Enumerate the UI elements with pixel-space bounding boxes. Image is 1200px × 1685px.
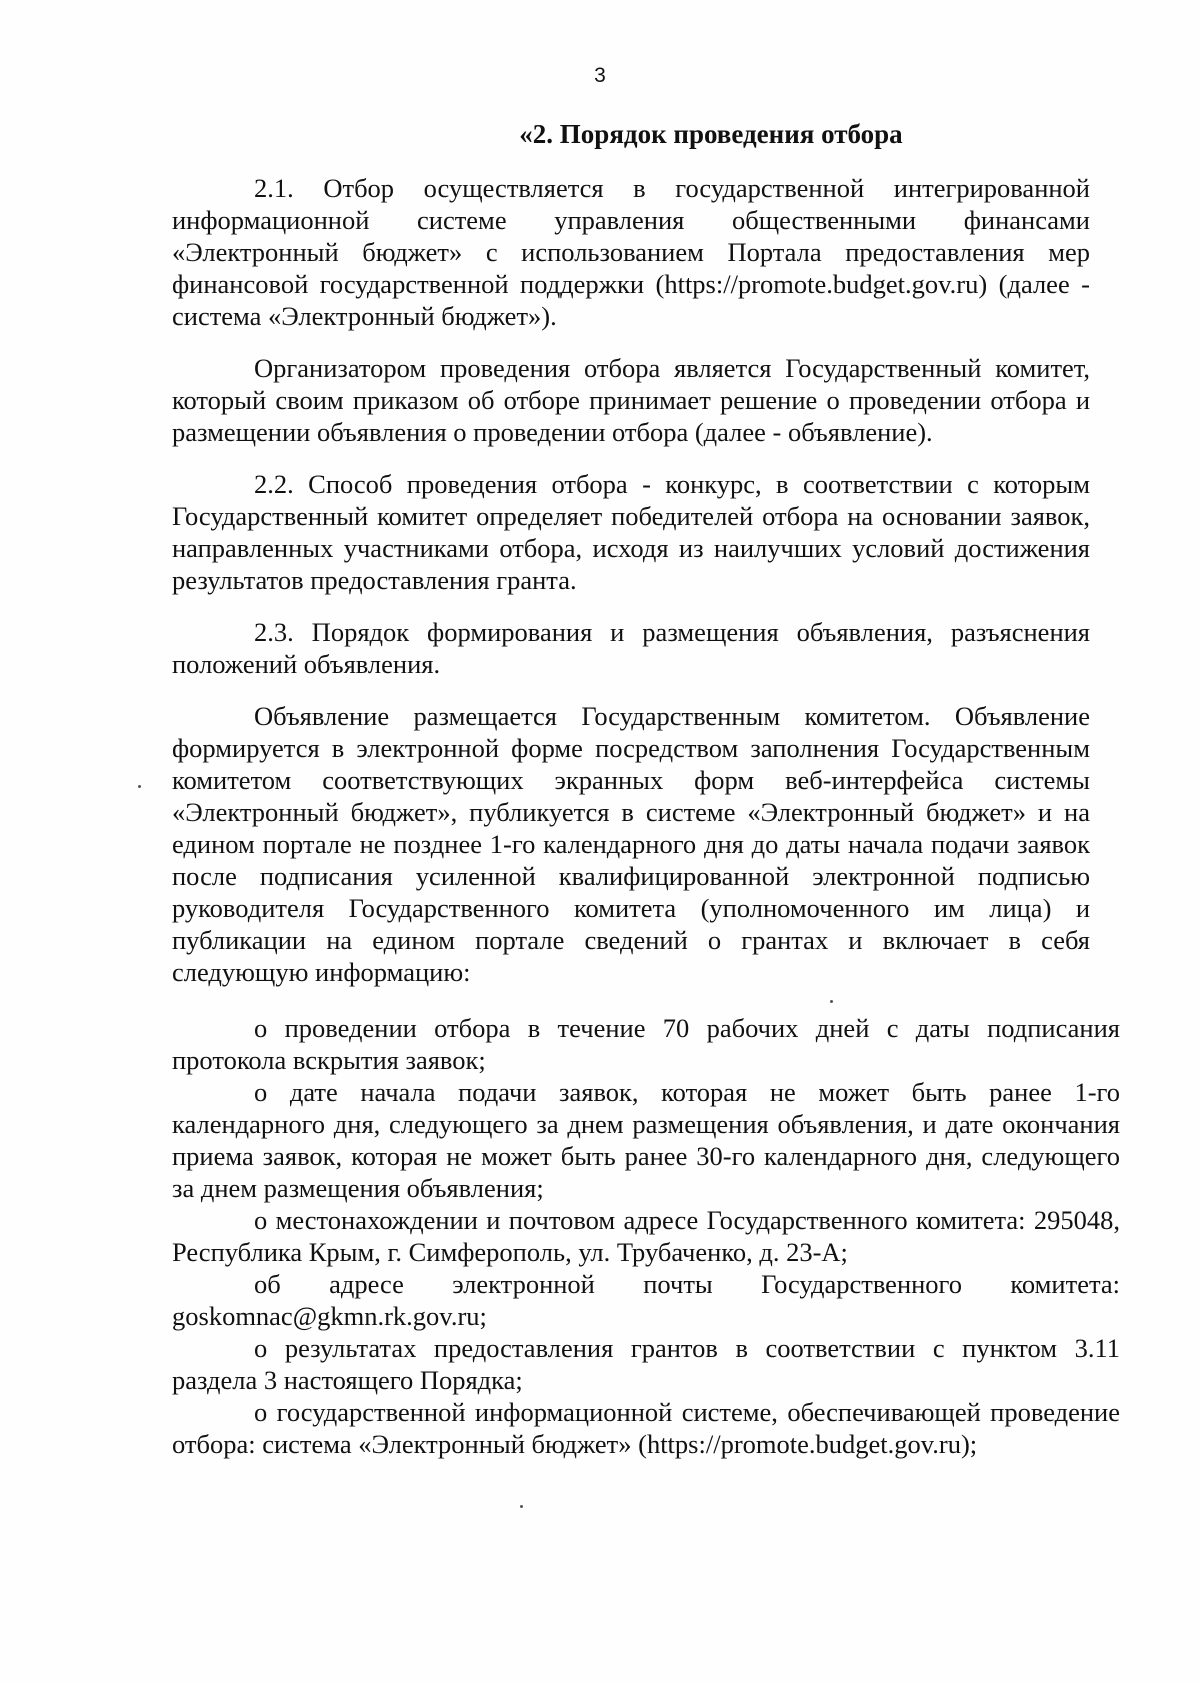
list-item: о местонахождении и почтовом адресе Государственного комитета: 295048, Республика Крым, г. Симферополь, ул. Трубаченко, д. 23-А; (172, 1205, 1120, 1267)
paragraph-2-1: 2.1. Отбор осуществляется в государственной интегрированной информационной системе управления общественными финансами «Электронный бюджет» с использованием Портала предоставления мер финансовой государственной поддержки (https://promote.budget.gov.ru) (далее - система «Электронный бюджет»). (172, 173, 1090, 331)
list-item: о дате начала подачи заявок, которая не может быть ранее 1-го календарного дня, следующего за днем размещения объявления, и дате окончания приема заявок, которая не может быть ранее 30-го календарного дня, следующего за днем размещения объявления; (172, 1077, 1120, 1203)
paragraph-organizer: Организатором проведения отбора является Государственный комитет, который своим приказом об отборе принимает решение о проведении отбора и размещении объявления о проведении отбора (далее - объявление). (172, 353, 1090, 447)
section-heading: «2. Порядок проведения отбора (519, 119, 903, 149)
paragraph-2-2: 2.2. Способ проведения отбора - конкурс, в соответствии с которым Государственный комитет определяет победителей отбора на основании заявок, направленных участниками отбора, исходя из наилучших условий достижения результатов предоставления гранта. (172, 469, 1090, 595)
paragraph-announcement: Объявление размещается Государственным комитетом. Объявление формируется в электронной форме посредством заполнения Государственным комитетом соответствующих экранных форм веб-интерфейса системы «Электронный бюджет», публикуется в системе «Электронный бюджет» и на едином портале не позднее 1-го календарного дня до даты начала подачи заявок после подписания усиленной квалифицированной электронной подписью руководителя Государственного комитета (уполномоченного им лица) и публикации на едином портале сведений о грантах и включает в себя следующую информацию: (172, 701, 1090, 987)
scan-speck (520, 1505, 523, 1508)
paragraph-2-3: 2.3. Порядок формирования и размещения объявления, разъяснения положений объявления. (172, 617, 1090, 679)
list-item: о государственной информационной системе, обеспечивающей проведение отбора: система «Электронный бюджет» (https://promote.budget.gov.ru); (172, 1397, 1120, 1459)
scan-speck (830, 1000, 833, 1003)
list-item: о проведении отбора в течение 70 рабочих дней с даты подписания протокола вскрытия заявок; (172, 1013, 1120, 1075)
announcement-info-list (172, 1012, 1120, 1460)
page-number: 3 (594, 64, 606, 87)
list-item: о результатах предоставления грантов в соответствии с пунктом 3.11 раздела 3 настоящего Порядка; (172, 1333, 1120, 1395)
list-item: об адресе электронной почты Государственного комитета: goskomnac@gkmn.rk.gov.ru; (172, 1269, 1120, 1331)
scan-speck (138, 785, 141, 788)
document-body (172, 118, 1120, 1460)
